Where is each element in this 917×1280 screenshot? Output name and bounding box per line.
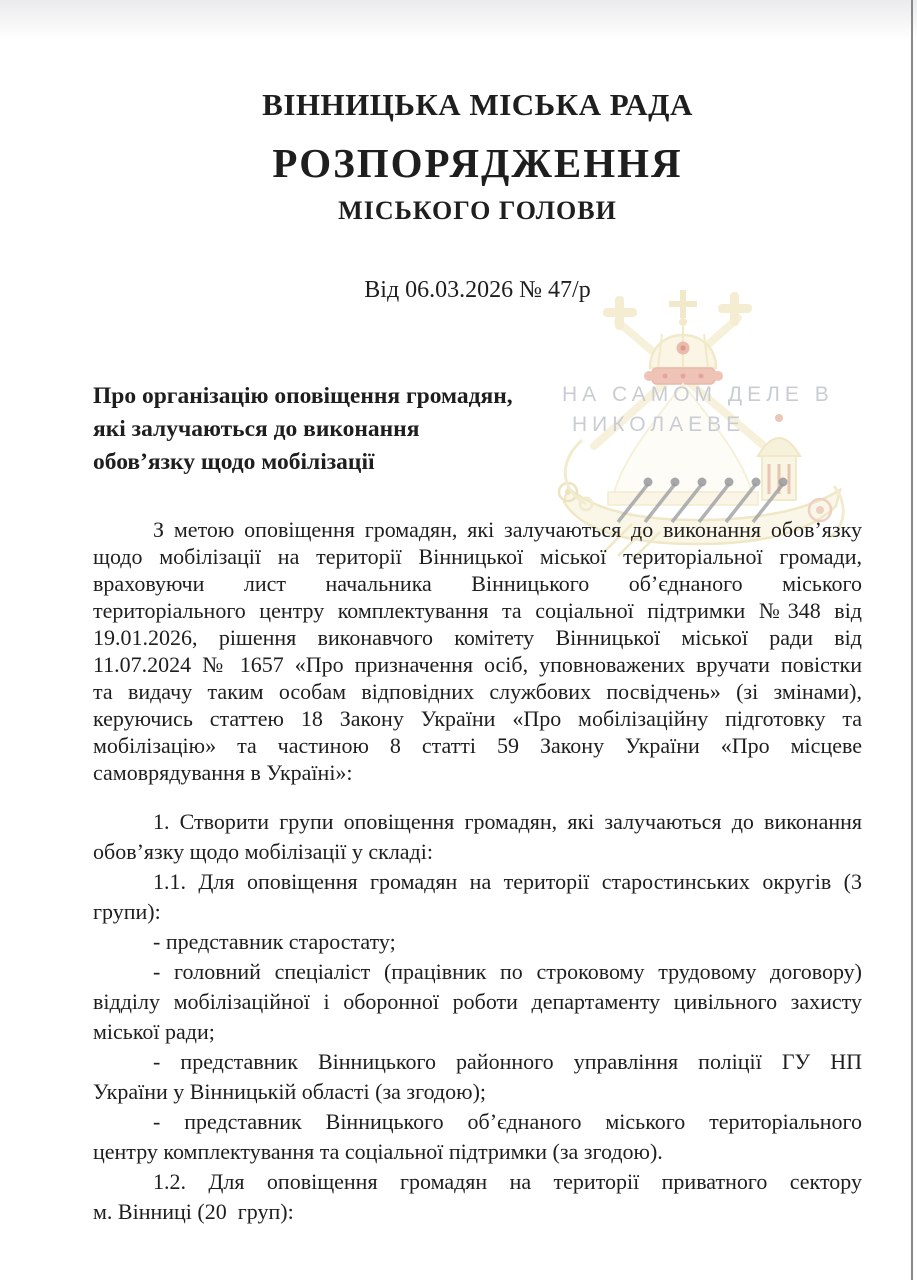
subject-line: обов’язку щодо мобілізації — [93, 449, 375, 475]
body-line: - представник Вінницького районного управління поліції ГУ НП — [153, 1049, 862, 1074]
body-line: центру комплектування та соціальної підтримки (за згодою). — [93, 1139, 663, 1164]
body-line: щодо мобілізації на території Вінницької міської територіальної громади, — [93, 544, 862, 569]
body-line: - головний спеціаліст (працівник по строковому трудовому договору) — [153, 959, 862, 984]
body-line: та видачу таким особам відповідних службових посвідчень» (зі змінами), — [93, 679, 862, 704]
body-line: міської ради; — [93, 1019, 215, 1044]
body-line: м. Вінниці (20 груп): — [93, 1199, 294, 1224]
body-line: 1.1. Для оповіщення громадян на території старостинських округів (3 — [153, 869, 862, 894]
body-line: враховуючи лист начальника Вінницького об’єднаного міського — [93, 571, 862, 596]
body-line: 19.01.2026, рішення виконавчого комітету Вінницької міської ради від — [93, 625, 862, 650]
body-line: самоврядування в Україні»: — [93, 760, 353, 785]
body-line: територіального центру комплектування та соціальної підтримки №348 від — [93, 598, 862, 623]
body-line: мобілізацію» та частиною 8 статті 59 Закону України «Про місцеве — [93, 733, 862, 758]
document-type-subtitle: МІСЬКОГО ГОЛОВИ — [338, 196, 617, 225]
body-line: 1. Створити групи оповіщення громадян, які залучаються до виконання — [153, 809, 862, 834]
body-line: обов’язку щодо мобілізації у складі: — [93, 839, 433, 864]
body-line: 11.07.2024 № 1657 «Про призначення осіб, уповноважених вручати повістки — [93, 652, 862, 677]
scan-top-shadow — [0, 0, 917, 40]
body-line: відділу мобілізаційної і оборонної роботи департаменту цивільного захисту — [93, 989, 862, 1014]
subject-line: Про організацію оповіщення громадян, — [93, 383, 513, 409]
preamble — [93, 516, 862, 786]
document-body — [93, 516, 862, 1227]
subject-line: які залучаються до виконання — [93, 416, 420, 442]
body-line: України у Вінницькій області (за згодою); — [93, 1079, 487, 1104]
items — [93, 807, 862, 1227]
body-line: керуючись статтею 18 Закону України «Про мобілізаційну підготовку та — [93, 706, 862, 731]
body-line: групи): — [93, 899, 161, 924]
body-line: 1.2. Для оповіщення громадян на території приватного сектору — [153, 1169, 862, 1194]
body-line: - представник Вінницького об’єднаного міського територіального — [153, 1109, 862, 1134]
watermark-text-line2: НИКОЛАЕВЕ — [572, 413, 746, 436]
watermark-text-line1: НА САМОМ ДЕЛЕ В — [562, 383, 834, 406]
document-type-title: РОЗПОРЯДЖЕННЯ — [272, 140, 683, 186]
body-line: З метою оповіщення громадян, які залучаються до виконання обов’язку — [153, 517, 862, 542]
subject-heading — [93, 380, 613, 479]
council-name: ВІННИЦЬКА МІСЬКА РАДА — [262, 87, 693, 122]
body-line: - представник старостату; — [153, 929, 396, 954]
page-edge-line — [911, 0, 913, 1280]
date-and-number: Від 06.03.2026 № 47/р — [364, 277, 591, 303]
